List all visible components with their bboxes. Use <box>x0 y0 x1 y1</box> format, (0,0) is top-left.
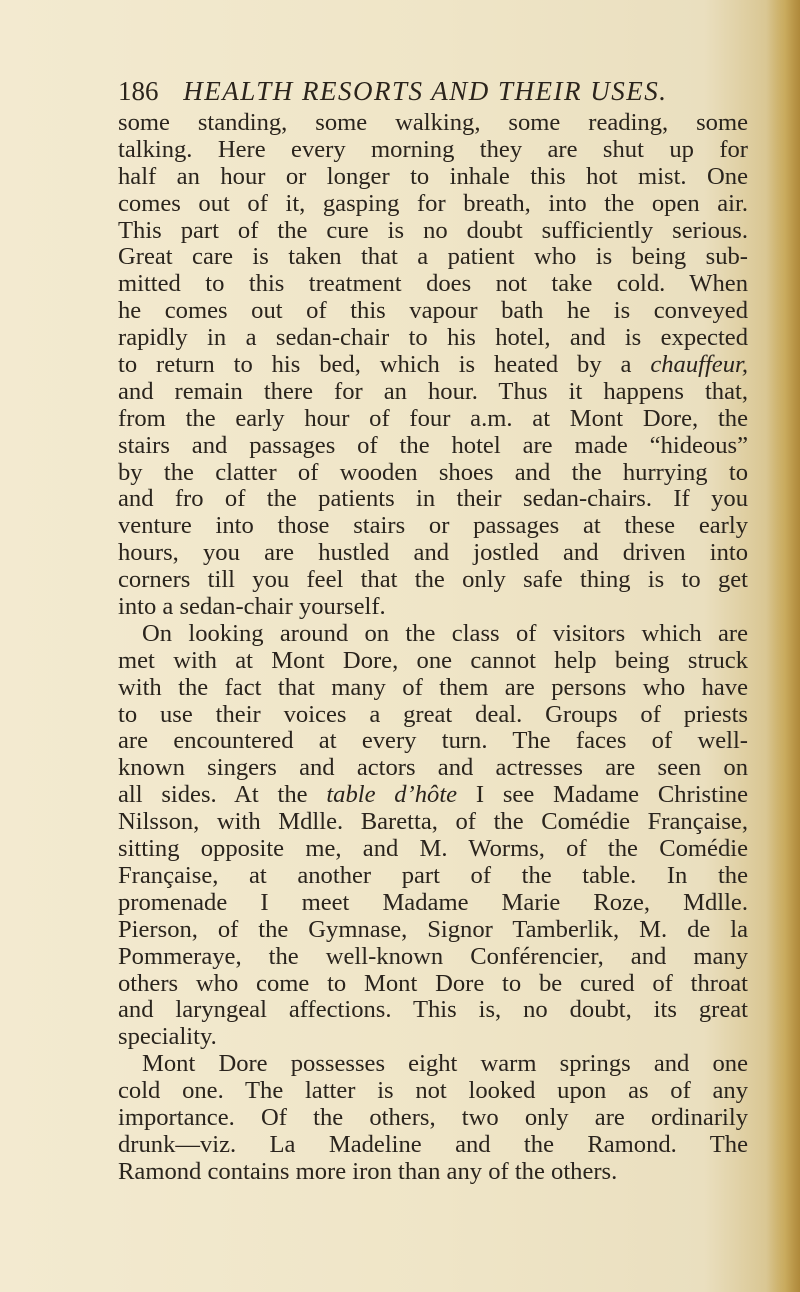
text-line: Ramond contains more iron than any of the others. <box>118 1157 618 1185</box>
text-line: others who come to Mont Dore to be cured of throat <box>118 969 748 997</box>
text-line: from the early hour of four a.m. at Mont Dore, the <box>118 404 748 432</box>
text-segment: to return to his bed, which is heated by a <box>118 351 651 379</box>
text-line: known singers and actors and actresses are seen on <box>118 754 748 782</box>
page-number: 186 <box>118 76 159 106</box>
text-line: talking. Here every morning they are shut up for <box>118 135 748 163</box>
page-header <box>118 76 667 107</box>
text-line: comes out of it, gasping for breath, into the open air. <box>118 189 748 217</box>
text-line: and fro of the patients in their sedan-chairs. If you <box>118 485 748 513</box>
running-title: HEALTH RESORTS AND THEIR USES. <box>183 76 668 106</box>
text-line: Great care is taken that a patient who is being sub- <box>118 243 748 271</box>
text-line: drunk—viz. La Madeline and the Ramond. The <box>118 1130 748 1158</box>
text-line: Pierson, of the Gymnase, Signor Tamberlik, M. de la <box>118 915 748 943</box>
text-line <box>118 352 748 379</box>
text-line: importance. Of the others, two only are ordinarily <box>118 1103 748 1131</box>
text-line: some standing, some walking, some reading, some <box>118 109 748 136</box>
text-line: promenade I meet Madame Marie Roze, Mdlle. <box>118 888 748 916</box>
text-line: rapidly in a sedan-chair to his hotel, and is expected <box>118 324 748 352</box>
italic-phrase: chauffeur, <box>650 351 748 379</box>
text-line: to use their voices a great deal. Groups of priests <box>118 700 748 728</box>
text-line: On looking around on the class of visitors which are <box>142 619 748 647</box>
text-line: Pommeraye, the well-known Conférencier, and many <box>118 942 748 970</box>
text-line: with the fact that many of them are persons who have <box>118 673 748 701</box>
body-text <box>118 110 748 1186</box>
text-line: he comes out of this vapour bath he is conveyed <box>118 297 748 325</box>
text-line: half an hour or longer to inhale this hot mist. One <box>118 162 748 190</box>
text-line: sitting opposite me, and M. Worms, of the Comédie <box>118 835 748 863</box>
text-line: and remain there for an hour. Thus it happens that, <box>118 377 748 405</box>
text-line: venture into those stairs or passages at these early <box>118 512 748 540</box>
text-line: into a sedan-chair yourself. <box>118 593 386 621</box>
text-line <box>118 782 748 809</box>
text-line: Mont Dore possesses eight warm springs and one <box>142 1050 748 1078</box>
text-segment: I see Madame Christine <box>457 781 749 809</box>
text-line: stairs and passages of the hotel are made “hideous” <box>118 431 748 459</box>
text-line: This part of the cure is no doubt sufficiently serious. <box>118 216 748 244</box>
text-line: and laryngeal affections. This is, no doubt, its great <box>118 996 748 1024</box>
italic-phrase: table d’hôte <box>326 781 458 809</box>
text-line: are encountered at every turn. The faces of well- <box>118 727 748 755</box>
text-line: Nilsson, with Mdlle. Baretta, of the Comédie Française, <box>118 808 748 836</box>
page-edge-stain <box>766 0 800 1292</box>
text-line: mitted to this treatment does not take cold. When <box>118 270 748 298</box>
text-line: speciality. <box>118 1023 217 1051</box>
text-line: by the clatter of wooden shoes and the hurrying to <box>118 458 748 486</box>
text-line: corners till you feel that the only safe thing is to get <box>118 566 748 594</box>
text-line: met with at Mont Dore, one cannot help being struck <box>118 646 748 674</box>
text-line: hours, you are hustled and jostled and driven into <box>118 539 748 567</box>
text-segment: all sides. At the <box>118 781 327 809</box>
text-line: Française, at another part of the table. In the <box>118 861 748 889</box>
text-line: cold one. The latter is not looked upon as of any <box>118 1077 748 1105</box>
